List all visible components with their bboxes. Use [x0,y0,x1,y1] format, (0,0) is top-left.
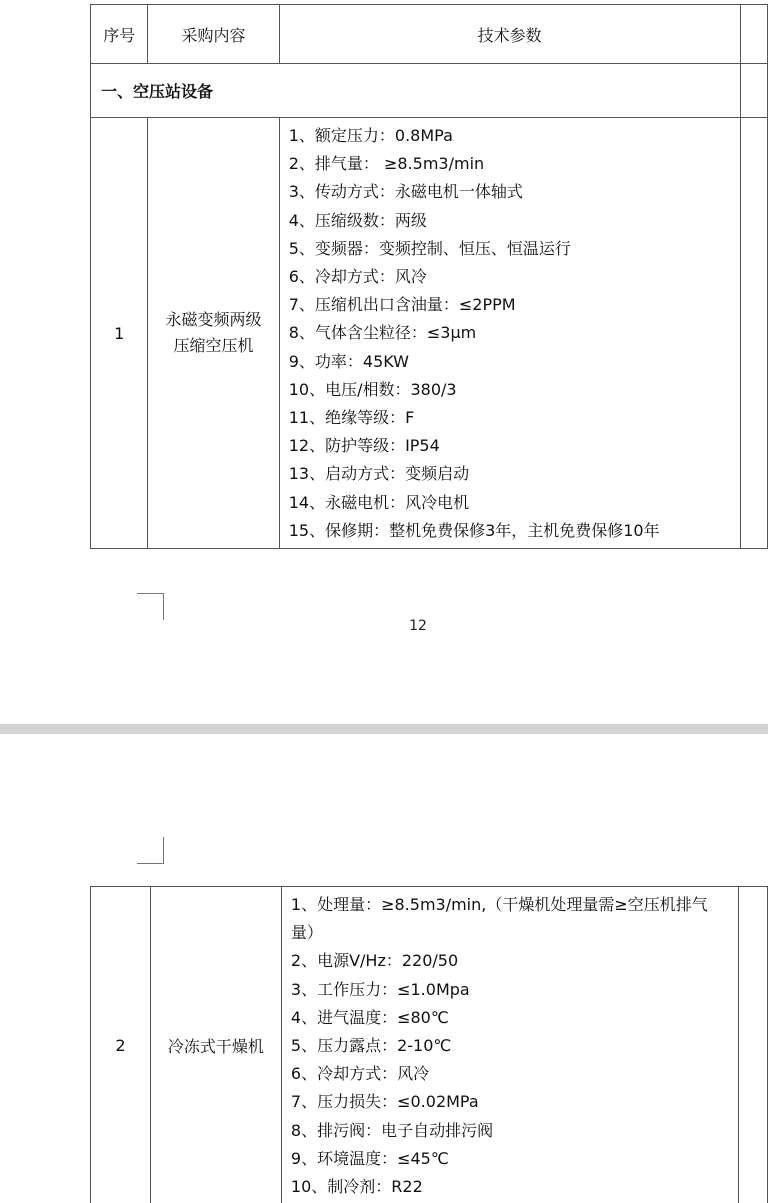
page-corner-mark [137,593,164,620]
param-line: 2、排气量： ≥8.5m3/min [288,154,485,174]
row-params [279,118,740,549]
row-item-line: 永磁变频两级 [165,310,262,330]
param-line: 9、功率：45KW [288,351,409,371]
param-line: 4、进气温度：≤80℃ [290,1007,449,1027]
param-line: 13、启动方式：变频启动 [288,464,470,484]
param-line: 7、压力损失：≤0.02MPa [290,1092,479,1112]
row-extra [740,118,767,549]
param-line: 6、冷却方式：风冷 [290,1064,430,1084]
param-line: 8、排污阀：电子自动排污阀 [290,1120,494,1140]
row-no: 2 [91,887,151,1203]
row-item: 冷冻式干燥机 [150,887,281,1203]
table-row [91,118,768,549]
param-line: 1、额定压力：0.8MPa [288,126,453,145]
param-line: 6、冷却方式：风冷 [288,267,427,287]
param-line: 15、保修期：整机免费保修3年，主机免费保修10年 [288,520,660,540]
param-line: 1、处理量：≥8.5m3/min,（干燥机处理量需≥空压机排气量） [290,895,708,943]
row-params [281,887,738,1203]
param-line: 4、压缩级数：两级 [288,210,427,230]
param-line: 2、电源V/Hz：220/50 [290,951,459,971]
param-line: 3、传动方式：永磁电机一体轴式 [288,182,523,202]
row-extra [738,887,767,1203]
header-params: 技术参数 [279,5,740,64]
row-item [148,118,279,549]
section-title: 一、空压站设备 [91,64,741,118]
procurement-table-part-1 [90,4,768,549]
section-row [91,64,768,118]
table-header-row [91,5,768,64]
document-page-2 [0,734,768,1203]
param-line: 5、变频器：变频控制、恒压、恒温运行 [288,238,571,258]
table-row [91,887,768,1203]
param-line: 12、防护等级：IP54 [288,436,440,456]
page-separator [0,724,768,734]
param-line: 8、气体含尘粒径：≤3μm [288,323,477,343]
param-line: 14、永磁电机：风冷电机 [288,492,470,512]
header-extra [740,5,767,64]
param-line: 11、绝缘等级：F [288,408,415,428]
procurement-table-part-2 [90,886,768,1203]
page-number: 12 [409,618,427,634]
param-line: 10、制冷剂：R22 [290,1177,423,1197]
page-corner-mark [137,837,164,864]
param-line: 9、环境温度：≤45℃ [290,1148,449,1168]
row-no: 1 [91,118,148,549]
header-no: 序号 [91,5,148,64]
row-item-line: 压缩空压机 [173,336,254,356]
param-line: 10、电压/相数：380/3 [288,379,457,399]
section-extra [740,64,767,118]
param-line: 7、压缩机出口含油量：≤2PPM [288,295,516,315]
header-item: 采购内容 [148,5,279,64]
param-line: 3、工作压力：≤1.0Mpa [290,979,470,999]
param-line: 5、压力露点：2-10℃ [290,1036,452,1056]
